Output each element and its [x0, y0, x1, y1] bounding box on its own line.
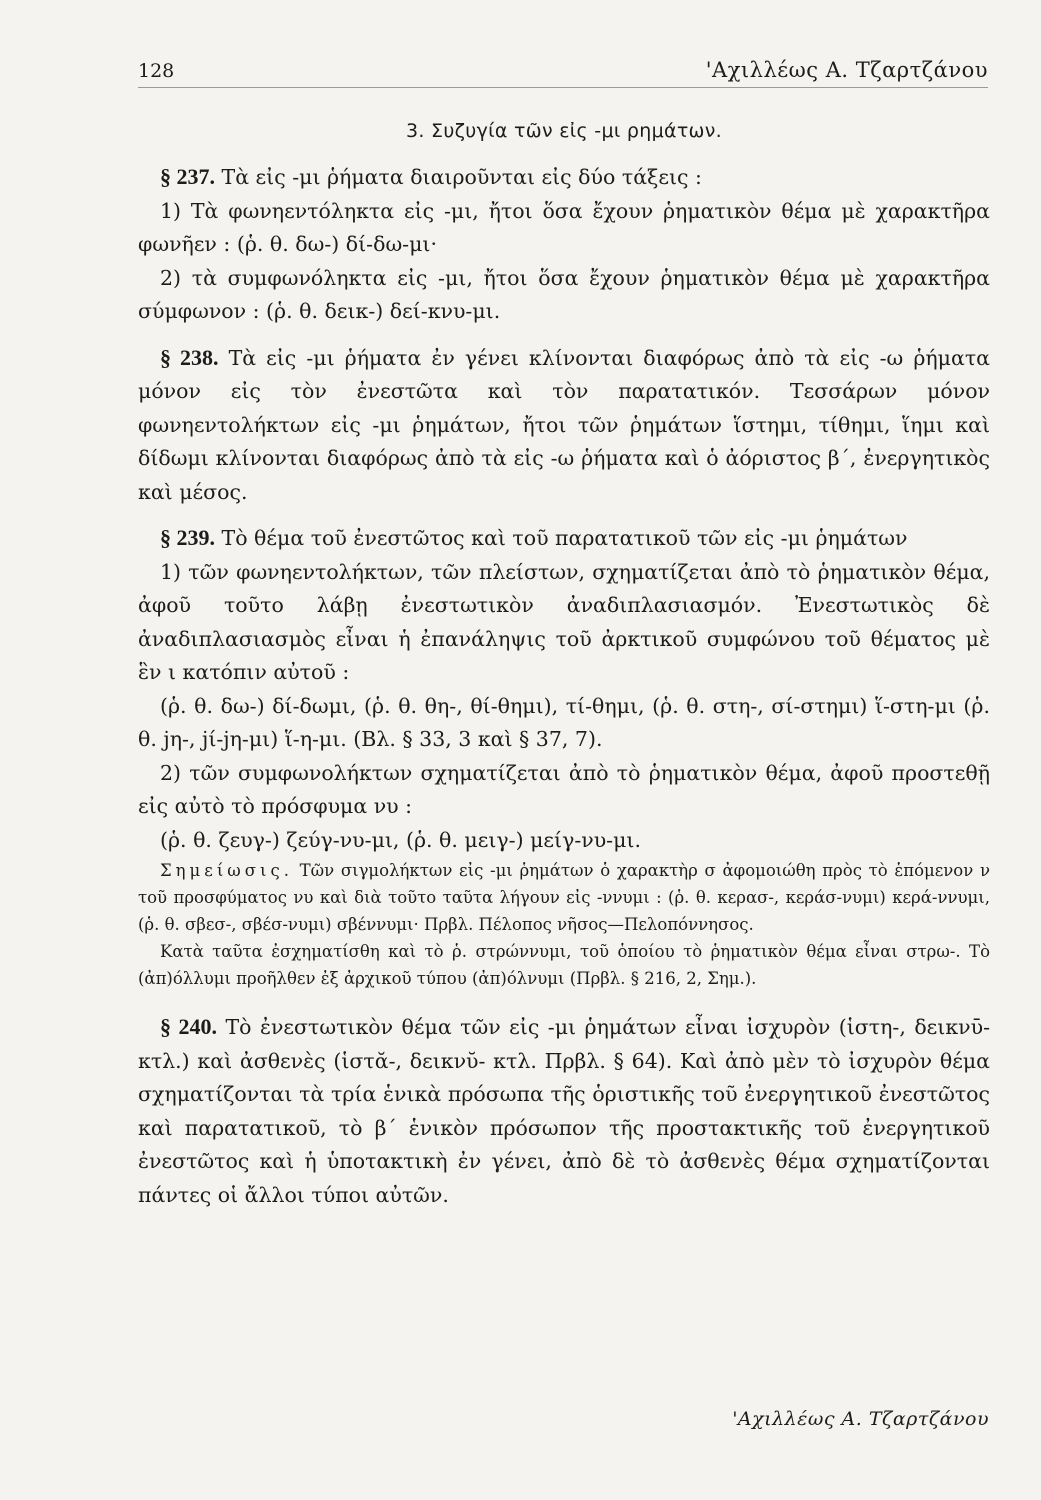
section-title: 3. Συζυγία τῶν εἰς -μι ρημάτων.	[405, 120, 723, 142]
paragraph-240-text: Τὸ ἐνεστωτικὸν θέμα τῶν εἰς -μι ῥημάτων εἶναι ἰσχυρὸν (ἱστη-, δεικνῡ- κτλ.) καὶ ἀσθενὲς (ἱστᾰ-, δεικνῠ- κτλ. Πρβλ. § 64). Καὶ ἀπὸ μὲν τὸ ἰσχυρὸν θέμα σχηματίζονται τὰ τρία ἑνικὰ πρόσωπα τῆς ὁριστικῆς τοῦ ἐνεργητικοῦ ἐνεστῶτος καὶ παρατατικοῦ, τὸ β΄ ἑνικὸν πρόσωπον τῆς προστακτικῆς τοῦ ἐνεργητικοῦ ἐνεστῶτος καὶ ἡ ὑποτακτικὴ ἐν γένει, ἀπὸ δὲ τὸ ἀσθενὲς θέμα σχηματίζονται πάντες οἱ ἄλλοι τύποι αὐτῶν.	[138, 1015, 991, 1207]
paragraph-240	[138, 1010, 990, 1212]
paragraph-239-text: Τὸ θέμα τοῦ ἐνεστῶτος καὶ τοῦ παρατατικοῦ τῶν εἰς -μι ῥημάτων	[215, 526, 908, 550]
note-label: Σημείωσις.	[160, 861, 293, 880]
page-header	[138, 56, 988, 88]
note-text-2: Κατὰ ταῦτα ἐσχηματίσθη καὶ τὸ ῥ. στρώννυμι, τοῦ ὁποίου τὸ ῥηματικὸν θέμα εἶναι στρω-. Τὸ (ἀπ)όλλυμι προῆλθεν ἐξ ἀρχικοῦ τύπου (ἀπ)όλνυμι (Πρβλ. § 216, 2, Σημ.).	[138, 942, 990, 988]
paragraph-237-item-2: 2) τὰ συμφωνόληκτα εἰς -μι, ἤτοι ὅσα ἔχουν ῥηματικὸν θέμα μὲ χαρακτῆρα σύμφωνον : (ῥ. θ. δεικ-) δεί-κνυ-μι.	[138, 265, 990, 323]
section-number-238: § 238.	[160, 344, 219, 370]
paragraph-239-item-1: 1) τῶν φωνηεντολήκτων, τῶν πλείστων, σχηματίζεται ἀπὸ τὸ ῥηματικὸν θέμα, ἀφοῦ τοῦτο λάβῃ ἐνεστωτικὸν ἀναδιπλασιασμόν. Ἐνεστωτικὸς δὲ ἀναδιπλασιασμὸς εἶναι ἡ ἐπανάληψις τοῦ ἀρκτικοῦ συμφώνου τοῦ θέματος μὲ ἓν ι κατόπιν αὐτοῦ :	[138, 559, 990, 684]
section-number-239: § 239.	[160, 525, 215, 550]
section-number-240: § 240.	[160, 1014, 217, 1039]
paragraph-239-item-2: 2) τῶν συμφωνολήκτων σχηματίζεται ἀπὸ τὸ ῥηματικὸν θέμα, ἀφοῦ προστεθῇ εἰς αὐτὸ τὸ πρόσφυμα νυ :	[138, 760, 990, 818]
note-text-1: Τῶν σιγμολήκτων εἰς -μι ῥημάτων ὁ χαρακτὴρ σ ἀφομοιώθη πρὸς τὸ ἑπόμενον ν τοῦ προσφύματος νυ καὶ διὰ τοῦτο ταῦτα λήγουν εἰς -ννυμι : (ῥ. θ. κερασ-, κεράσ-νυμι) κερά-ννυμι, (ῥ. θ. σβεσ-, σβέσ-νυμι) σβέννυμι· Πρβλ. Πέλοπος νῆσος—Πελοπόννησος.	[138, 861, 990, 934]
paragraph-239-example-2: (ῥ. θ. ζευγ-) ζεύγ-νυ-μι, (ῥ. θ. μειγ-) μείγ-νυ-μι.	[160, 827, 641, 852]
paragraph-237	[138, 160, 990, 195]
page-body	[138, 120, 990, 1212]
footer-signature: 'Αχιλλέως Α. Τζαρτζάνου	[732, 1408, 989, 1430]
running-head: 'Αχιλλέως Α. Τζαρτζάνου	[705, 58, 988, 82]
paragraph-239	[138, 521, 990, 556]
note-paragraph	[138, 857, 990, 938]
paragraph-237-item-1: 1) Τὰ φωνηεντόληκτα εἰς -μι, ἤτοι ὅσα ἔχουν ῥηματικὸν θέμα μὲ χαρακτῆρα φωνῆεν : (ῥ. θ. δω-) δί-δω-μι·	[138, 198, 990, 256]
section-number-237: § 237.	[160, 164, 215, 189]
paragraph-239-example-1: (ῥ. θ. δω-) δί-δωμι, (ῥ. θ. θη-, θί-θημι), τί-θημι, (ῥ. θ. στη-, σί-στημι) ἵ-στη-μι (ῥ. θ. jη-, jί-jη-μι) ἵ-η-μι. (Βλ. § 33, 3 καὶ § 37, 7).	[138, 693, 990, 751]
header-rule	[138, 87, 988, 88]
paragraph-238-text: Τὰ εἰς -μι ῥήματα ἐν γένει κλίνονται διαφόρως ἀπὸ τὰ εἰς -ω ῥήματα μόνον εἰς τὸν ἐνεστῶτα καὶ τὸν παρατατικόν. Τεσσάρων μόνον φωνηεντολήκτων εἰς -μι ῥημάτων, ἤτοι τῶν ῥημάτων ἵστημι, τίθημι, ἵημι καὶ δίδωμι κλίνονται διαφόρως ἀπὸ τὰ εἰς -ω ῥήματα καὶ ὁ ἀόριστος β΄, ἐνεργητικὸς καὶ μέσος.	[138, 345, 991, 504]
page-number: 128	[138, 60, 175, 82]
paragraph-237-text: Τὰ εἰς -μι ῥήματα διαιροῦνται εἰς δύο τάξεις :	[215, 165, 702, 189]
paragraph-238	[138, 341, 990, 510]
